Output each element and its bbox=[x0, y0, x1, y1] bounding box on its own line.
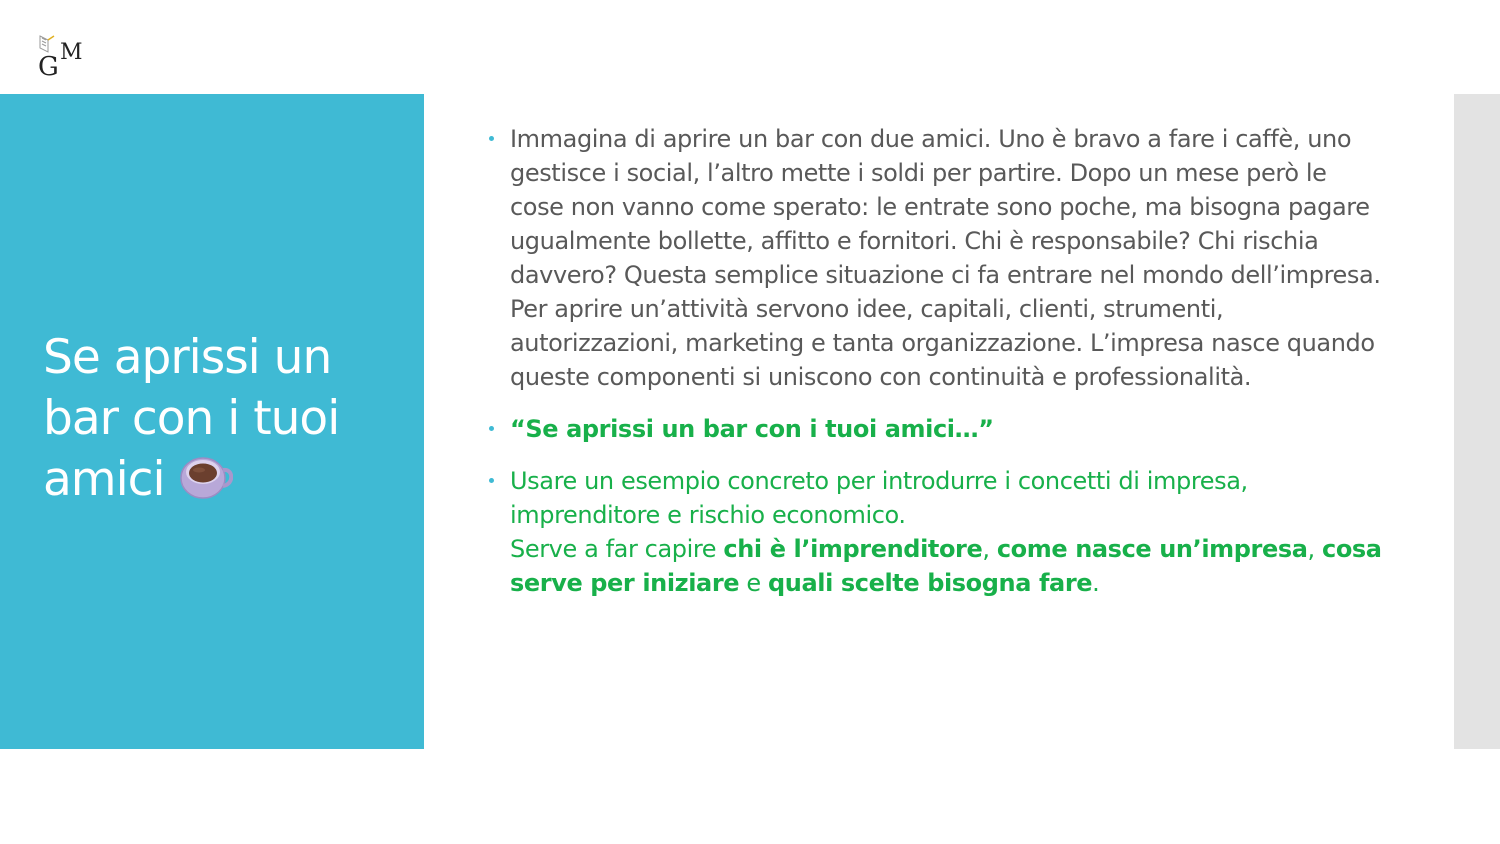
logo bbox=[36, 34, 96, 86]
bullet-purpose bbox=[486, 464, 1386, 600]
goals-paragraph bbox=[510, 532, 1386, 600]
right-edge-strip bbox=[1454, 94, 1500, 749]
goal-requirements: cosa serve per iniziare bbox=[510, 535, 1382, 597]
bullet-quote bbox=[486, 412, 1386, 446]
bullet-scenario bbox=[486, 122, 1386, 394]
purpose-paragraph: Usare un esempio concreto per introdurre i concetti di impresa, imprenditore e rischio economico. bbox=[510, 467, 1248, 529]
logo-letter-g: G bbox=[38, 52, 59, 82]
content-list bbox=[486, 122, 1386, 618]
slide-title-text: Se aprissi un bar con i tuoi amici bbox=[43, 330, 340, 507]
slide-title bbox=[43, 327, 403, 510]
coffee-cup-icon bbox=[179, 452, 233, 502]
bullet-dot-icon bbox=[489, 136, 494, 141]
scenario-paragraph: Immagina di aprire un bar con due amici. Uno è bravo a fare i caffè, uno gestisce i social, l’altro mette i soldi per partire. Dopo un mese però le cose non vanno come sperato: le entrate sono poche, ma bisogna pagare ugualmente bollette, affitto e fornitori. Chi è responsabile? Chi rischia davvero? Questa semplice situazione ci fa entrare nel mondo dell’impresa. bbox=[510, 125, 1381, 289]
quote-text: “Se aprissi un bar con i tuoi amici…” bbox=[510, 415, 994, 443]
goals-separator: , bbox=[982, 535, 997, 563]
goal-choices: quali scelte bisogna fare bbox=[768, 569, 1093, 597]
bullet-dot-icon bbox=[489, 426, 494, 431]
goal-entrepreneur: chi è l’imprenditore bbox=[723, 535, 983, 563]
goals-end: . bbox=[1092, 569, 1100, 597]
logo-letter-m: M bbox=[60, 40, 83, 65]
goal-business-origin: come nasce un’impresa bbox=[996, 535, 1308, 563]
bullet-dot-icon bbox=[489, 478, 494, 483]
goals-conjunction: e bbox=[739, 569, 768, 597]
goals-separator: , bbox=[1307, 535, 1322, 563]
requirements-paragraph: Per aprire un’attività servono idee, capitali, clienti, strumenti, autorizzazioni, marketing e tanta organizzazione. L’impresa nasce quando queste componenti si uniscono con continuità e professionalità. bbox=[510, 295, 1375, 391]
goals-prefix: Serve a far capire bbox=[510, 535, 724, 563]
